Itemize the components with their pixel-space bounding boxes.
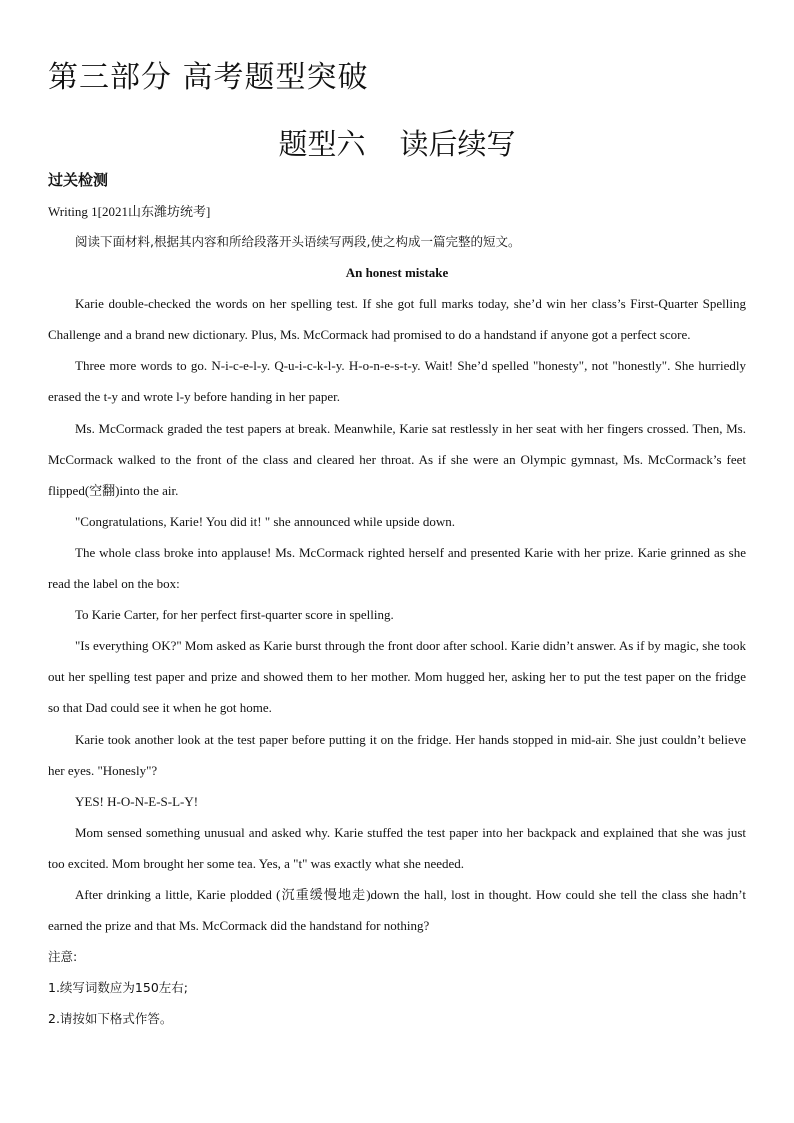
note-item: 1.续写词数应为150左右;: [48, 980, 188, 996]
paragraph: Karie double-checked the words on her spelling test. If she got full marks today, she’d win her class’s First-Quarter Spelling Challenge and a brand new dictionary. Plus, Ms. McCormack had promised to do a handstand if anyone got a perfect score.: [48, 296, 746, 343]
paragraph: "Is everything OK?" Mom asked as Karie burst through the front door after school. Karie didn’t answer. As if by magic, she took out her spelling test paper and prize and showed them to her mother. Mom hugged her, asking her to put the test paper on the fridge so that Dad could see it when he got home.: [48, 638, 746, 716]
question-body: [48, 226, 746, 1034]
instruction: 阅读下面材料,根据其内容和所给段落开头语续写两段,使之构成一篇完整的短文。: [75, 234, 521, 249]
type-number: 题型六: [278, 127, 366, 161]
paragraph: Mom sensed something unusual and asked why. Karie stuffed the test paper into her backpack and explained that she was just too excited. Mom brought her some tea. Yes, a "t" was exactly what she needed.: [48, 824, 746, 871]
paragraph: After drinking a little, Karie plodded (沉重缓慢地走)down the hall, lost in thought. How could she tell the class she hadn’t earned the prize and that Ms. McCormack did the handstand for nothing?: [48, 886, 746, 934]
paragraph: To Karie Carter, for her perfect first-quarter score in spelling.: [75, 607, 394, 623]
note-item: 2.请按如下格式作答。: [48, 1011, 173, 1027]
section-heading: 过关检测: [48, 171, 109, 189]
question-source: Writing 1[2021山东潍坊统考]: [48, 204, 211, 219]
paragraph: YES! H-O-N-E-S-L-Y!: [75, 793, 199, 809]
part-title: 第三部分 高考题型突破: [48, 60, 369, 95]
notes-label: 注意:: [48, 949, 78, 965]
paragraph: "Congratulations, Karie! You did it! " she announced while upside down.: [75, 513, 455, 529]
paragraph: Three more words to go. N-i-c-e-l-y. Q-u-i-c-k-l-y. H-o-n-e-s-t-y. Wait! She’d spelled "honesty", not "honestly". She hurriedly erased the t-y and wrote l-y before handing in her paper.: [48, 358, 746, 405]
paragraph: Ms. McCormack graded the test papers at break. Meanwhile, Karie sat restlessly in her seat with her fingers crossed. Then, Ms. McCormack walked to the front of the class and cleared her throat. As if she were an Olympic gymnast, Ms. McCormack’s feet flipped(空翻)into the air.: [48, 420, 746, 498]
type-name: 读后续写: [399, 127, 516, 161]
paragraph: Karie took another look at the test paper before putting it on the fridge. Her hands stopped in mid-air. She just couldn’t believe her eyes. "Honesly"?: [48, 731, 746, 778]
paragraph: The whole class broke into applause! Ms. McCormack righted herself and presented Karie with her prize. Karie grinned as she read the label on the box:: [48, 544, 746, 592]
question-type-title: [0, 122, 794, 163]
story-title: An honest mistake: [345, 265, 449, 281]
